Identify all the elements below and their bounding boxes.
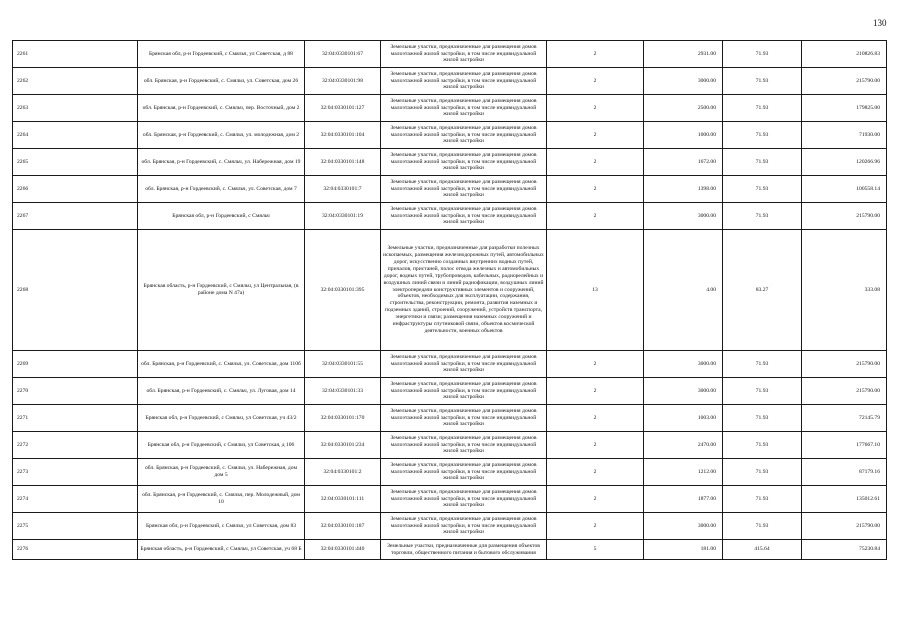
address-cell: Брянская обл, р-н Гордеевский, с Смяльч, ул Советская, д 88 — [138, 41, 305, 68]
address-cell: обл. Брянская, р-н Гордеевский, с. Смяльч, ул. Советская, дом 110б — [138, 351, 305, 378]
table-row — [13, 459, 887, 486]
land-purpose-cell: Земельные участки, предназначенные для размещения домов малоэтажной жилой застройки, в том числе индивидуальной жилой застройки — [381, 122, 547, 149]
use-code-cell: 5 — [547, 540, 644, 560]
cadastral-number-cell: 32:04:0330101:127 — [305, 95, 381, 122]
address-cell: Брянская обл, р-н Гордеевский, с Смяльч, ул Советская, д 106 — [138, 432, 305, 459]
page-number: 130 — [873, 18, 887, 28]
area-cell: 4.00 — [644, 230, 723, 351]
rate-cell: 71.93 — [723, 486, 802, 513]
use-code-cell: 2 — [547, 351, 644, 378]
rate-cell: 71.93 — [723, 513, 802, 540]
address-cell: обл. Брянская, р-н Гордеевский, с. Смяльч, ул. Советская, дом 7 — [138, 176, 305, 203]
row-number-cell: 2272 — [13, 432, 138, 459]
cadastral-value-cell: 179825.00 — [802, 95, 887, 122]
cadastral-value-cell: 72145.79 — [802, 405, 887, 432]
cadastral-value-cell: 135012.61 — [802, 486, 887, 513]
cadastral-number-cell: 32:04:0330101:440 — [305, 540, 381, 560]
rate-cell: 71.93 — [723, 149, 802, 176]
use-code-cell: 2 — [547, 41, 644, 68]
land-purpose-cell: Земельные участки, предназначенные для размещения домов малоэтажной жилой застройки, в том числе индивидуальной жилой застройки — [381, 176, 547, 203]
cadastral-value-cell: 215790.00 — [802, 513, 887, 540]
cadastral-value-cell: 333.08 — [802, 230, 887, 351]
use-code-cell: 2 — [547, 68, 644, 95]
address-cell: Брянская область, р-н Гордеевский, с Смяльч, ул Советская, уч 68 Б — [138, 540, 305, 560]
area-cell: 3000.00 — [644, 513, 723, 540]
cadastral-number-cell: 32:04:0330101:187 — [305, 513, 381, 540]
address-cell: Брянская обл, р-н Гордеевский, с Смяльч, ул Советская, дом 83 — [138, 513, 305, 540]
area-cell: 3000.00 — [644, 203, 723, 230]
cadastral-number-cell: 32:04:0330101:67 — [305, 41, 381, 68]
area-cell: 1212.00 — [644, 459, 723, 486]
use-code-cell: 2 — [547, 513, 644, 540]
row-number-cell: 2261 — [13, 41, 138, 68]
cadastral-number-cell: 32:04:0330101:33 — [305, 378, 381, 405]
land-purpose-cell: Земельные участки, предназначенные для размещения домов малоэтажной жилой застройки, в том числе индивидуальной жилой застройки — [381, 68, 547, 95]
cadastral-value-cell: 120266.96 — [802, 149, 887, 176]
row-number-cell: 2274 — [13, 486, 138, 513]
land-purpose-cell: Земельные участки, предназначенные для размещения домов малоэтажной жилой застройки, в том числе индивидуальной жилой застройки — [381, 203, 547, 230]
rate-cell: 71.93 — [723, 432, 802, 459]
rate-cell: 415.64 — [723, 540, 802, 560]
cadastral-number-cell: 32:04:0330101:395 — [305, 230, 381, 351]
land-purpose-cell: Земельные участки, предназначенные для размещения домов малоэтажной жилой застройки, в том числе индивидуальной жилой застройки — [381, 459, 547, 486]
area-cell: 2931.00 — [644, 41, 723, 68]
rate-cell: 71.93 — [723, 176, 802, 203]
land-purpose-cell: Земельные участки, предназначенные для размещения объектов торговли, общественного питания и бытового обслуживания — [381, 540, 547, 560]
row-number-cell: 2264 — [13, 122, 138, 149]
area-cell: 1672.00 — [644, 149, 723, 176]
land-purpose-cell: Земельные участки, предназначенные для размещения домов малоэтажной жилой застройки, в том числе индивидуальной жилой застройки — [381, 432, 547, 459]
area-cell: 3000.00 — [644, 378, 723, 405]
address-cell: обл. Брянская, р-н Гордеевский, с. Смяльч, ул. Набережная, дом 19 — [138, 149, 305, 176]
cadastral-value-cell: 87179.16 — [802, 459, 887, 486]
row-number-cell: 2265 — [13, 149, 138, 176]
address-cell: Брянская область, р-н Гордеевский, с Смяльч, ул Центральная, (в районе дома N 47а) — [138, 230, 305, 351]
row-number-cell: 2273 — [13, 459, 138, 486]
cadastral-number-cell: 32:04:0330101:234 — [305, 432, 381, 459]
row-number-cell: 2266 — [13, 176, 138, 203]
table-row — [13, 432, 887, 459]
cadastral-value-cell: 215790.00 — [802, 351, 887, 378]
cadastral-number-cell: 32:04:0330101:170 — [305, 405, 381, 432]
table-row — [13, 513, 887, 540]
cadastral-value-cell: 71930.00 — [802, 122, 887, 149]
address-cell: обл. Брянская, р-н Гордеевский, с. Смяльч, ул. молодежная, дом 2 — [138, 122, 305, 149]
table-row — [13, 41, 887, 68]
rate-cell: 71.93 — [723, 68, 802, 95]
land-purpose-cell: Земельные участки, предназначенные для размещения домов малоэтажной жилой застройки, в том числе индивидуальной жилой застройки — [381, 405, 547, 432]
cadastral-number-cell: 32:04:0330101:104 — [305, 122, 381, 149]
table-row — [13, 378, 887, 405]
rate-cell: 71.93 — [723, 95, 802, 122]
use-code-cell: 2 — [547, 149, 644, 176]
use-code-cell: 2 — [547, 486, 644, 513]
land-purpose-cell: Земельные участки, предназначенные для размещения домов малоэтажной жилой застройки, в том числе индивидуальной жилой застройки — [381, 95, 547, 122]
rate-cell: 71.93 — [723, 122, 802, 149]
area-cell: 2500.00 — [644, 95, 723, 122]
area-cell: 1877.00 — [644, 486, 723, 513]
table-row — [13, 203, 887, 230]
table-row — [13, 405, 887, 432]
land-purpose-cell: Земельные участки, предназначенные для размещения домов малоэтажной жилой застройки, в том числе индивидуальной жилой застройки — [381, 513, 547, 540]
row-number-cell: 2275 — [13, 513, 138, 540]
table-row — [13, 486, 887, 513]
cadastral-value-cell: 215790.00 — [802, 68, 887, 95]
land-purpose-cell: Земельные участки, предназначенные для размещения домов малоэтажной жилой застройки, в том числе индивидуальной жилой застройки — [381, 351, 547, 378]
cadastral-value-cell: 100558.14 — [802, 176, 887, 203]
row-number-cell: 2269 — [13, 351, 138, 378]
cadastral-number-cell: 32:04:0330101:7 — [305, 176, 381, 203]
cadastral-number-cell: 32:04:0330101:111 — [305, 486, 381, 513]
table-row — [13, 540, 887, 560]
address-cell: обл. Брянская, р-н Гордеевский, с. Смяльч, ул. Советская, дом 26 — [138, 68, 305, 95]
land-registry-table — [12, 40, 887, 560]
row-number-cell: 2267 — [13, 203, 138, 230]
use-code-cell: 2 — [547, 203, 644, 230]
rate-cell: 71.93 — [723, 405, 802, 432]
area-cell: 2470.00 — [644, 432, 723, 459]
use-code-cell: 2 — [547, 122, 644, 149]
cadastral-number-cell: 32:04:0330101:19 — [305, 203, 381, 230]
cadastral-number-cell: 32:04:0330101:2 — [305, 459, 381, 486]
address-cell: Брянская обл, р-н Гордеевский, с Смяльч, ул Советская, уч 43/2 — [138, 405, 305, 432]
row-number-cell: 2263 — [13, 95, 138, 122]
cadastral-value-cell: 215790.00 — [802, 378, 887, 405]
cadastral-value-cell: 177667.10 — [802, 432, 887, 459]
row-number-cell: 2262 — [13, 68, 138, 95]
cadastral-value-cell: 75230.84 — [802, 540, 887, 560]
land-purpose-cell: Земельные участки, предназначенные для разработки полезных ископаемых, размещения железнодорожных путей, автомобильных дорог, искусственно созданных внутренних водных путей, причалов, пристаней, полос отвода железных и автомобильных дорог, водных путей, трубопроводов, кабельных, радиорелейных и воздушных линий связи и линий радиофикации, воздушных линий электропередачи конструктивных элементов и сооружений, объектов, необходимых для эксплуатации, содержания, строительства, реконструкции, ремонта, развития наземных и подземных зданий, строений, сооружений, устройств транспорта, энергетики и связи; размещения наземных сооружений и инфраструктуры спутниковой связи, объектов космической деятельности, военных объектов — [381, 230, 547, 351]
land-purpose-cell: Земельные участки, предназначенные для размещения домов малоэтажной жилой застройки, в том числе индивидуальной жилой застройки — [381, 149, 547, 176]
land-purpose-cell: Земельные участки, предназначенные для размещения домов малоэтажной жилой застройки, в том числе индивидуальной жилой застройки — [381, 41, 547, 68]
address-cell: обл. Брянская, р-н Гордеевский, с. Смяльч, ул. Луговая, дом 14 — [138, 378, 305, 405]
address-cell: Брянская обл, р-н Гордеевский, с Смяльч — [138, 203, 305, 230]
table-row — [13, 122, 887, 149]
row-number-cell: 2270 — [13, 378, 138, 405]
rate-cell: 71.93 — [723, 41, 802, 68]
table-row — [13, 95, 887, 122]
rate-cell: 71.93 — [723, 351, 802, 378]
use-code-cell: 2 — [547, 405, 644, 432]
use-code-cell: 2 — [547, 459, 644, 486]
cadastral-number-cell: 32:04:0330101:148 — [305, 149, 381, 176]
table-body — [13, 41, 887, 560]
row-number-cell: 2268 — [13, 230, 138, 351]
table-row — [13, 176, 887, 203]
cadastral-number-cell: 32:04:0330101:98 — [305, 68, 381, 95]
table-row — [13, 149, 887, 176]
area-cell: 181.00 — [644, 540, 723, 560]
rate-cell: 71.93 — [723, 203, 802, 230]
row-number-cell: 2271 — [13, 405, 138, 432]
rate-cell: 71.93 — [723, 378, 802, 405]
area-cell: 3000.00 — [644, 351, 723, 378]
cadastral-value-cell: 210826.83 — [802, 41, 887, 68]
use-code-cell: 2 — [547, 378, 644, 405]
area-cell: 1398.00 — [644, 176, 723, 203]
area-cell: 3000.00 — [644, 68, 723, 95]
land-purpose-cell: Земельные участки, предназначенные для размещения домов малоэтажной жилой застройки, в том числе индивидуальной жилой застройки — [381, 378, 547, 405]
table-row — [13, 68, 887, 95]
rate-cell: 83.27 — [723, 230, 802, 351]
table-row — [13, 351, 887, 378]
area-cell: 1003.00 — [644, 405, 723, 432]
use-code-cell: 2 — [547, 95, 644, 122]
use-code-cell: 13 — [547, 230, 644, 351]
cadastral-value-cell: 215790.00 — [802, 203, 887, 230]
row-number-cell: 2276 — [13, 540, 138, 560]
use-code-cell: 2 — [547, 432, 644, 459]
address-cell: обл. Брянская, р-н Гордеевский, с. Смяльч, пер. Восточный, дом 2 — [138, 95, 305, 122]
cadastral-number-cell: 32:04:0330101:55 — [305, 351, 381, 378]
use-code-cell: 2 — [547, 176, 644, 203]
address-cell: обл. Брянская, р-н Гордеевский, с. Смяльч, ул. Набережная, дом дом 5 — [138, 459, 305, 486]
table-row — [13, 230, 887, 351]
area-cell: 1000.00 — [644, 122, 723, 149]
land-purpose-cell: Земельные участки, предназначенные для размещения домов малоэтажной жилой застройки, в том числе индивидуальной жилой застройки — [381, 486, 547, 513]
address-cell: обл. Брянская, р-н Гордеевский, с. Смяльч, пер. Молодежный, дом 10 — [138, 486, 305, 513]
rate-cell: 71.93 — [723, 459, 802, 486]
